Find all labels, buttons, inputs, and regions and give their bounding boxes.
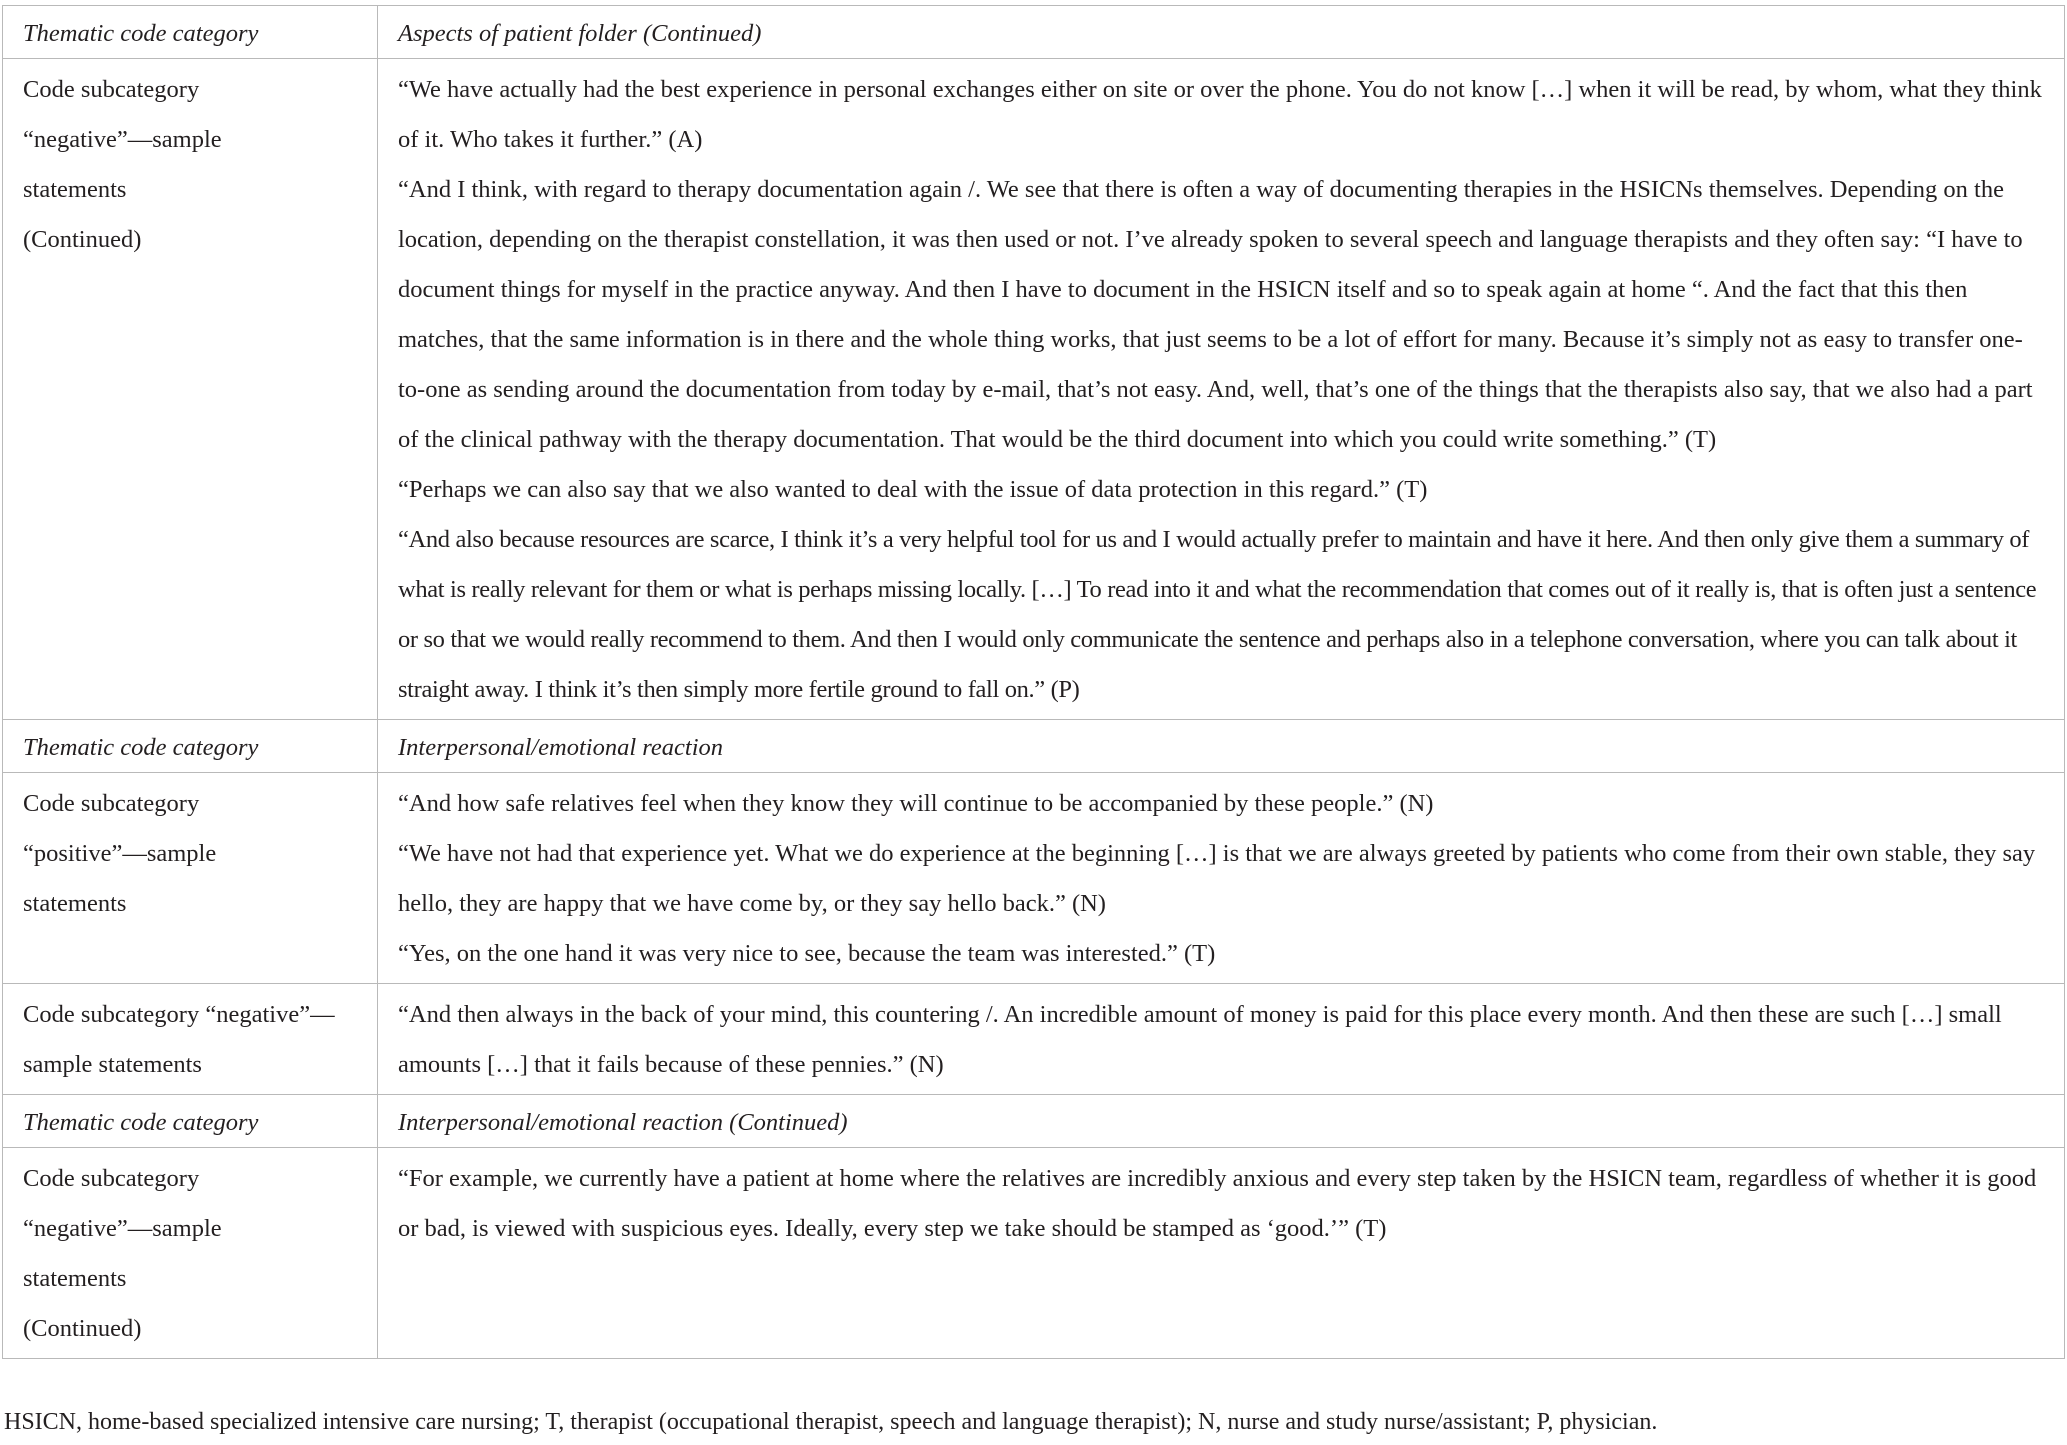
subcategory-label-line: statements xyxy=(23,176,127,203)
table-footnote: HSICN, home-based specialized intensive care nursing; T, therapist (occupational therapist, speech and language therapist); N, nurse and study nurse/assistant; P, physician. xyxy=(4,1409,1658,1435)
subcategory-label-cell xyxy=(3,984,378,1095)
statements-cell xyxy=(378,773,2065,984)
subcategory-row xyxy=(3,984,2065,1095)
subcategory-label-line: (Continued) xyxy=(23,226,142,253)
category-row xyxy=(3,1095,2065,1148)
sample-statement: “And I think, with regard to therapy documentation again /. We see that there is often a way of documenting therapies in the HSICNs themselves. Depending on the location, depending on the therapist constellation, it was then used or not. I’ve already spoken to several speech and language therapists and they often say: “I have to document things for myself in the practice anyway. And then I have to document in the HSICN itself and so to speak again at home “. And the fact that this then matches, that the same information is in there and the whole thing works, that just seems to be a lot of effort for many. Because it’s simply not as easy to transfer one-to-one as sending around the documentation from today by e-mail, that’s not easy. And, well, that’s one of the things that the therapists also say, that we also had a part of the clinical pathway with the therapy documentation. That would be the third document into which you could write something.” (T) xyxy=(398,176,2033,453)
subcategory-label-line: sample statements xyxy=(23,1051,202,1078)
sample-statement: “Perhaps we can also say that we also wanted to deal with the issue of data protection in this regard.” (T) xyxy=(398,476,1428,503)
qualitative-statements-table xyxy=(2,5,2065,1359)
category-label-cell: Thematic code category xyxy=(3,1095,378,1148)
category-value-cell: Aspects of patient folder (Continued) xyxy=(378,6,2065,59)
category-value-cell: Interpersonal/emotional reaction (Continued) xyxy=(378,1095,2065,1148)
category-row xyxy=(3,720,2065,773)
category-value-cell: Interpersonal/emotional reaction xyxy=(378,720,2065,773)
subcategory-label-cell xyxy=(3,773,378,984)
subcategory-label-line: “negative”—sample xyxy=(23,1215,222,1242)
subcategory-row xyxy=(3,1148,2065,1359)
sample-statement: “We have actually had the best experience in personal exchanges either on site or over the phone. You do not know […] when it will be read, by whom, what they think of it. Who takes it further.” (A) xyxy=(398,76,2042,153)
category-label-cell: Thematic code category xyxy=(3,6,378,59)
subcategory-label-cell xyxy=(3,1148,378,1359)
sample-statement: “And then always in the back of your mind, this countering /. An incredible amount of money is paid for this place every month. And then these are such […] small amounts […] that it fails because of these pennies.” (N) xyxy=(398,1001,2002,1078)
subcategory-row xyxy=(3,59,2065,720)
subcategory-label-line: “negative”—sample xyxy=(23,126,222,153)
statements-cell xyxy=(378,1148,2065,1359)
category-label-cell: Thematic code category xyxy=(3,720,378,773)
subcategory-label-line: statements xyxy=(23,1265,127,1292)
subcategory-label-line: Code subcategory xyxy=(23,76,200,103)
subcategory-label-line: (Continued) xyxy=(23,1315,142,1342)
sample-statement: “And also because resources are scarce, I think it’s a very helpful tool for us and I would actually prefer to maintain and have it here. And then only give them a summary of what is really relevant for them or what is perhaps missing locally. […] To read into it and what the recommendation that comes out of it really is, that is often just a sentence or so that we would really recommend to them. And then I would only communicate the sentence and perhaps also in a telephone conversation, where you can talk about it straight away. I think it’s then simply more fertile ground to fall on.” (P) xyxy=(398,526,2037,703)
sample-statement: “And how safe relatives feel when they know they will continue to be accompanied by these people.” (N) xyxy=(398,790,1434,817)
sample-statement: “For example, we currently have a patient at home where the relatives are incredibly anxious and every step taken by the HSICN team, regardless of whether it is good or bad, is viewed with suspicious eyes. Ideally, every step we take should be stamped as ‘good.’” (T) xyxy=(398,1165,2037,1242)
sample-statement: “Yes, on the one hand it was very nice to see, because the team was interested.” (T) xyxy=(398,940,1216,967)
subcategory-label-line: Code subcategory “negative”— xyxy=(23,1001,335,1028)
statements-cell xyxy=(378,59,2065,720)
sample-statement: “We have not had that experience yet. What we do experience at the beginning […] is that we are always greeted by patients who come from their own stable, they say hello, they are happy that we have come by, or they say hello back.” (N) xyxy=(398,840,2036,917)
subcategory-label-cell xyxy=(3,59,378,720)
subcategory-label-line: Code subcategory xyxy=(23,1165,200,1192)
subcategory-row xyxy=(3,773,2065,984)
subcategory-label-line: “positive”—sample xyxy=(23,840,217,867)
subcategory-label-line: statements xyxy=(23,890,127,917)
category-row xyxy=(3,6,2065,59)
statements-cell xyxy=(378,984,2065,1095)
subcategory-label-line: Code subcategory xyxy=(23,790,200,817)
